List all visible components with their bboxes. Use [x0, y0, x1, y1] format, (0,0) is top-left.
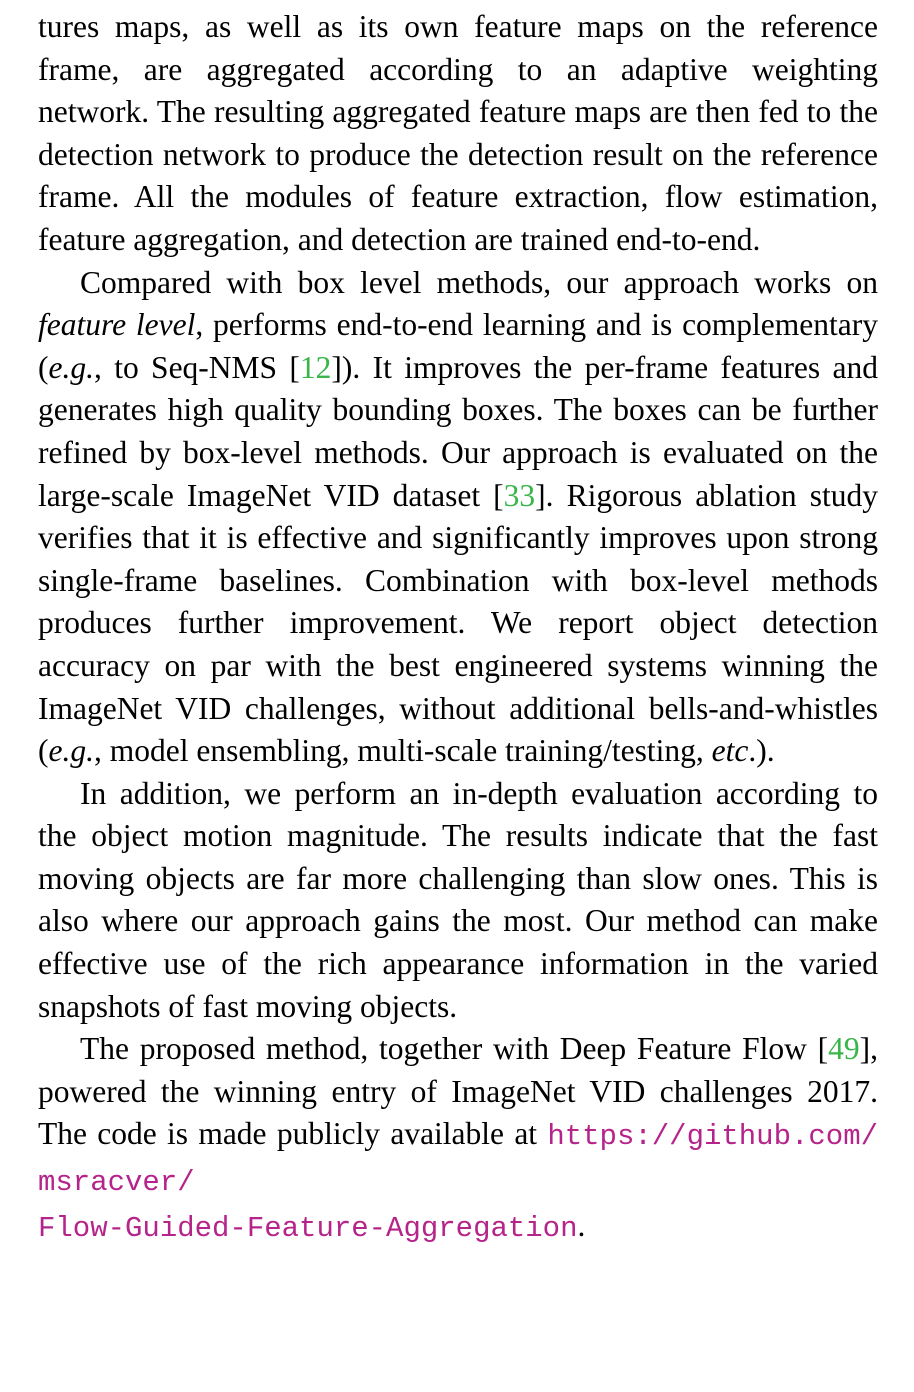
emphasis-text: feature level	[38, 307, 196, 343]
paragraph-motion-evaluation	[38, 773, 878, 1029]
citation-link[interactable]: 49	[828, 1031, 860, 1067]
paragraph-text: In addition, we perform an in-depth evaluation according to the object motion magnitude. The results indicate that the fast moving objects are far more challenging than slow ones. This is also where our approach gains the most. Our method can make effective use of the rich appearance information in the varied snapshots of fast moving objects.	[38, 775, 878, 1024]
paragraph-text: , to Seq-NMS [	[93, 349, 300, 385]
paragraph-text: .).	[748, 733, 775, 769]
url-part: https://github.com/msracver/	[38, 1120, 878, 1200]
paragraph-text: , performs end-to-end learning and is complementary (	[38, 307, 878, 385]
document-body	[38, 6, 878, 1250]
citation-link[interactable]: 33	[503, 477, 536, 513]
paragraph-text: .	[577, 1207, 586, 1243]
paragraph-code-release	[38, 1028, 878, 1250]
paragraph-text: ]. Rigorous ablation study verifies that it is effective and significantly improves upon strong single-frame baselines. Combination with box-level methods produces further improvement. We report object detection accuracy on par with the best engineered systems winning the ImageNet VID challenges, without additional bells-and-whistles (	[38, 477, 878, 769]
emphasis-text: e.g.	[48, 349, 94, 385]
paragraph-comparison	[38, 262, 878, 773]
emphasis-text: etc	[711, 733, 749, 769]
paragraph-text: , model ensembling, multi-scale training/testing,	[93, 733, 712, 769]
emphasis-text: e.g.	[48, 733, 94, 769]
paragraph-text: ]). It improves the per-frame features and generates high quality bounding boxes. The boxes can be further refined by box-level methods. Our approach is evaluated on the large-scale ImageNet VID dataset [	[38, 349, 879, 513]
citation-link[interactable]: 12	[299, 349, 332, 385]
paragraph-text: ], powered the winning entry of ImageNet VID challenges 2017. The code is made publicly available at	[38, 1031, 878, 1152]
paragraph-text: Compared with box level methods, our approach works on	[80, 264, 878, 300]
paragraph-text: The proposed method, together with Deep Feature Flow [	[80, 1031, 829, 1067]
url-part: Flow-Guided-Feature-Aggregation	[38, 1211, 578, 1245]
paragraph-feature-aggregation	[38, 6, 878, 262]
paragraph-text: tures maps, as well as its own feature maps on the reference frame, are aggregated according to an adaptive weighting network. The resulting aggregated feature maps are then fed to the detection network to produce the detection result on the reference frame. All the modules of feature extraction, flow estimation, feature aggregation, and detection are trained end-to-end.	[38, 9, 878, 257]
